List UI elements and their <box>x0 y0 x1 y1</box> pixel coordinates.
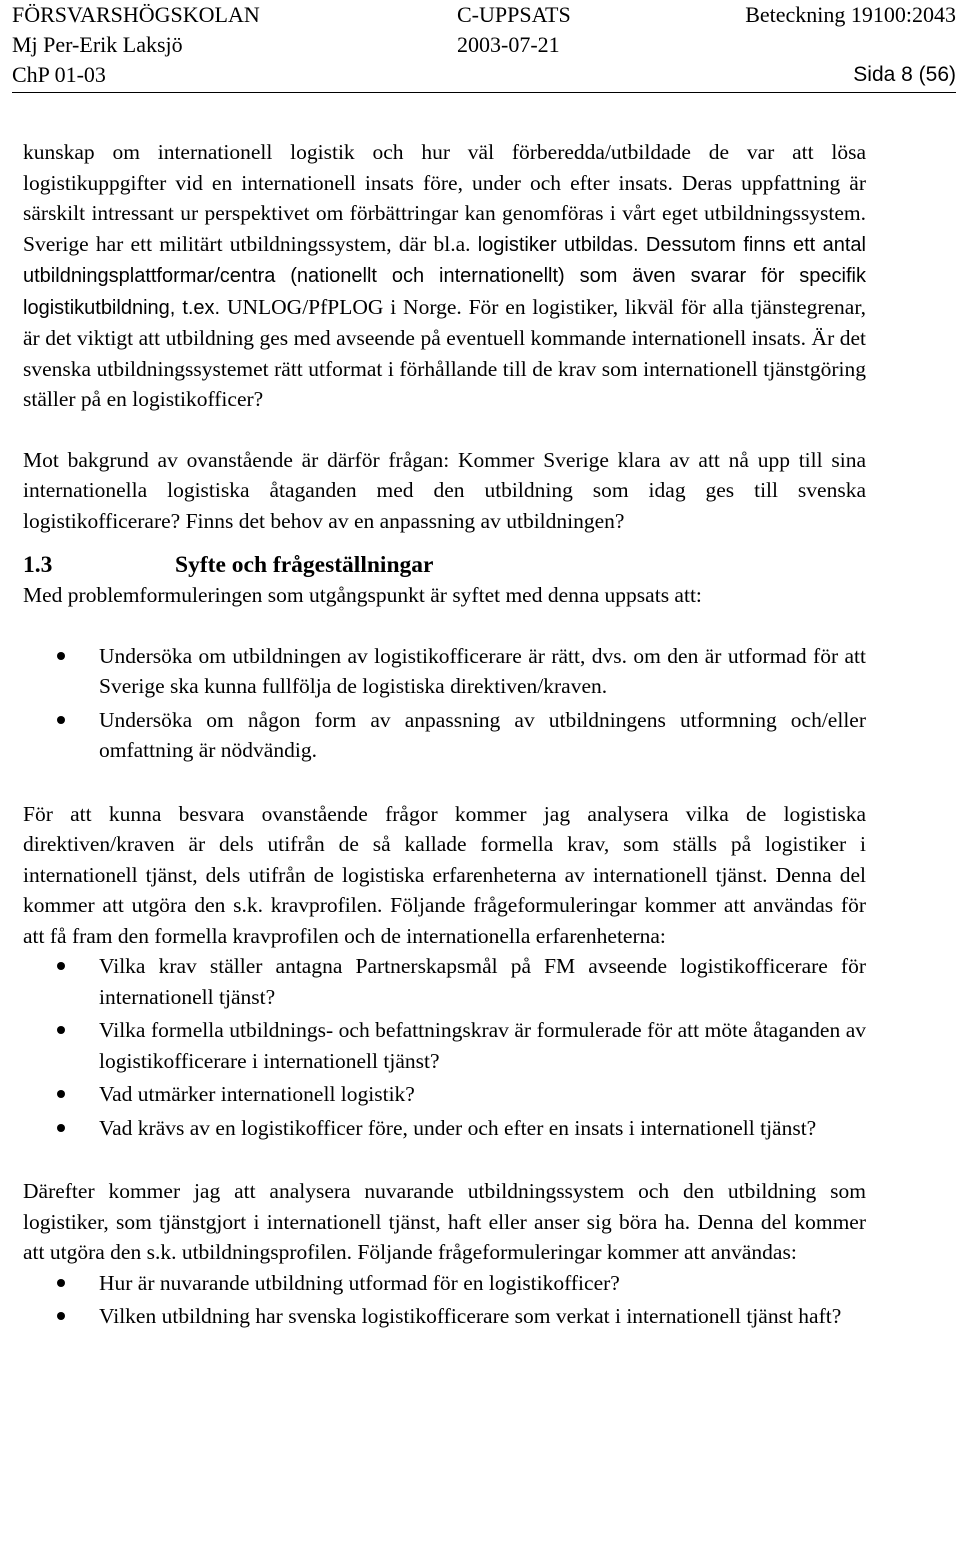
header-program: ChP 01-03 <box>12 62 106 87</box>
list-item-text: Undersöka om utbildningen av logistikofficerare är rätt, dvs. om den är utformad för att Sverige ska kunna fullfölja de logistiska direktiven/kraven. <box>99 643 866 698</box>
bullet-icon <box>57 1312 65 1320</box>
header-row-3 <box>12 60 956 90</box>
header-reference: Beteckning 19100:2043 <box>745 2 956 27</box>
paragraph-context <box>23 137 866 415</box>
header-org: FÖRSVARSHÖGSKOLAN <box>12 2 260 27</box>
header-doc-type: C-UPPSATS <box>457 2 571 27</box>
bullet-icon <box>57 1026 65 1034</box>
header-author: Mj Per-Erik Laksjö <box>12 32 183 57</box>
bullet-icon <box>57 652 65 660</box>
bullet-icon <box>57 1124 65 1132</box>
list-item-text: Vad utmärker internationell logistik? <box>99 1082 415 1106</box>
aims-list <box>23 641 866 766</box>
list-item <box>23 1079 866 1110</box>
paragraph-context-part-2: logistiker utbildas. Dessutom finns ett antal utbildningsplattformar/centra (nationellt och internationellt) som även svarar för specifik logistikutbildning, t.ex. <box>23 233 866 319</box>
paragraph-purpose-intro: Med problemformuleringen som utgångspunkt är syftet med denna uppsats att: <box>23 583 702 607</box>
list-item <box>23 1268 866 1299</box>
list-item-text: Vilka formella utbildnings- och befattningskrav är formulerade för att möte åtaganden av logistikofficerare i internationell tjänst? <box>99 1018 866 1073</box>
list-item-text: Hur är nuvarande utbildning utformad för en logistikofficer? <box>99 1270 620 1295</box>
list-item-text: Vad krävs av en logistikofficer före, under och efter en insats i internationell tjänst? <box>99 1115 817 1140</box>
section-title: Syfte och frågeställningar <box>175 552 434 578</box>
bullet-icon <box>57 1090 65 1098</box>
list-item <box>23 641 866 702</box>
education-questions-list <box>23 1268 866 1332</box>
section-heading <box>23 550 866 580</box>
header-page-number: Sida 8 (56) <box>853 63 956 86</box>
spacer <box>23 536 866 550</box>
header-row-2 <box>12 30 956 60</box>
list-item <box>23 1301 866 1332</box>
section-number: 1.3 <box>23 552 53 578</box>
paragraph-context-part-3: UNLOG/PfPLOG i Norge. För en logistiker, likväl för alla tjänstegrenar, är det viktigt att utbildning ges med avseende på eventuell kommande internationell insats. Är det svenska utbildningssystemet rätt utformat i förhållande till de krav som internationell tjänstgöring ställer på en logistikofficer? <box>23 294 867 411</box>
spacer <box>23 769 866 799</box>
paragraph-method-requirements: För att kunna besvara ovanstående frågor kommer jag analysera vilka de logistiska direktiven/kraven är dels utifrån de så kallade formella krav, som ställs på logistiker i internationell tjänst, dels utifrån de logistiska erfarenheterna av internationell tjänst. Denna del kommer att utgöra den s.k. kravprofilen. Följande frågeformuleringar kommer att användas för att få fram den formella kravprofilen och de internationella erfarenheterna: <box>23 801 866 948</box>
list-item <box>23 1015 866 1076</box>
list-item-text: Vilka krav ställer antagna Partnerskapsmål på FM avseende logistikofficerare för internationell tjänst? <box>99 954 866 1009</box>
list-item <box>23 705 866 766</box>
list-item <box>23 951 866 1012</box>
header-date: 2003-07-21 <box>457 32 560 57</box>
bullet-icon <box>57 962 65 970</box>
page-header <box>12 0 956 90</box>
paragraph-context-part-1: kunskap om internationell logistik och hur väl förberedda/utbildade de var att lösa logistikuppgifter vid en internationell insats före, under och efter insats. Deras uppfattning är särskilt intressant ur perspektivet om förbättringar kan genomföras i vårt eget utbildningssystem. Sverige har ett militärt utbildningssystem, där bl.a. <box>23 140 866 256</box>
paragraph-method-education: Därefter kommer jag att analysera nuvarande utbildningssystem och den utbildning som logistiker, som tjänstgjort i internationell tjänst, haft eller anser sig böra ha. Denna del kommer att utgöra den s.k. utbildningsprofilen. Följande frågeformuleringar kommer att användas: <box>23 1179 866 1264</box>
bullet-icon <box>57 1279 65 1287</box>
list-item <box>23 1113 866 1144</box>
spacer <box>23 611 866 641</box>
header-row-1 <box>12 0 956 30</box>
list-item-text: Vilken utbildning har svenska logistikofficerare som verkat i internationell tjänst haft? <box>99 1304 842 1328</box>
paragraph-question: Mot bakgrund av ovanstående är därför frågan: Kommer Sverige klara av att nå upp till sina internationella logistiska åtaganden med den utbildning som idag ges till svenska logistikofficerare? Finns det behov av en anpassning av utbildningen? <box>23 447 866 533</box>
document-body <box>23 137 866 1335</box>
list-item-text: Undersöka om någon form av anpassning av utbildningens utformning och/eller omfattning är nödvändig. <box>99 707 866 762</box>
spacer <box>23 415 866 445</box>
spacer <box>23 1146 866 1176</box>
header-divider <box>12 92 956 93</box>
bullet-icon <box>57 716 65 724</box>
requirements-questions-list <box>23 951 866 1143</box>
